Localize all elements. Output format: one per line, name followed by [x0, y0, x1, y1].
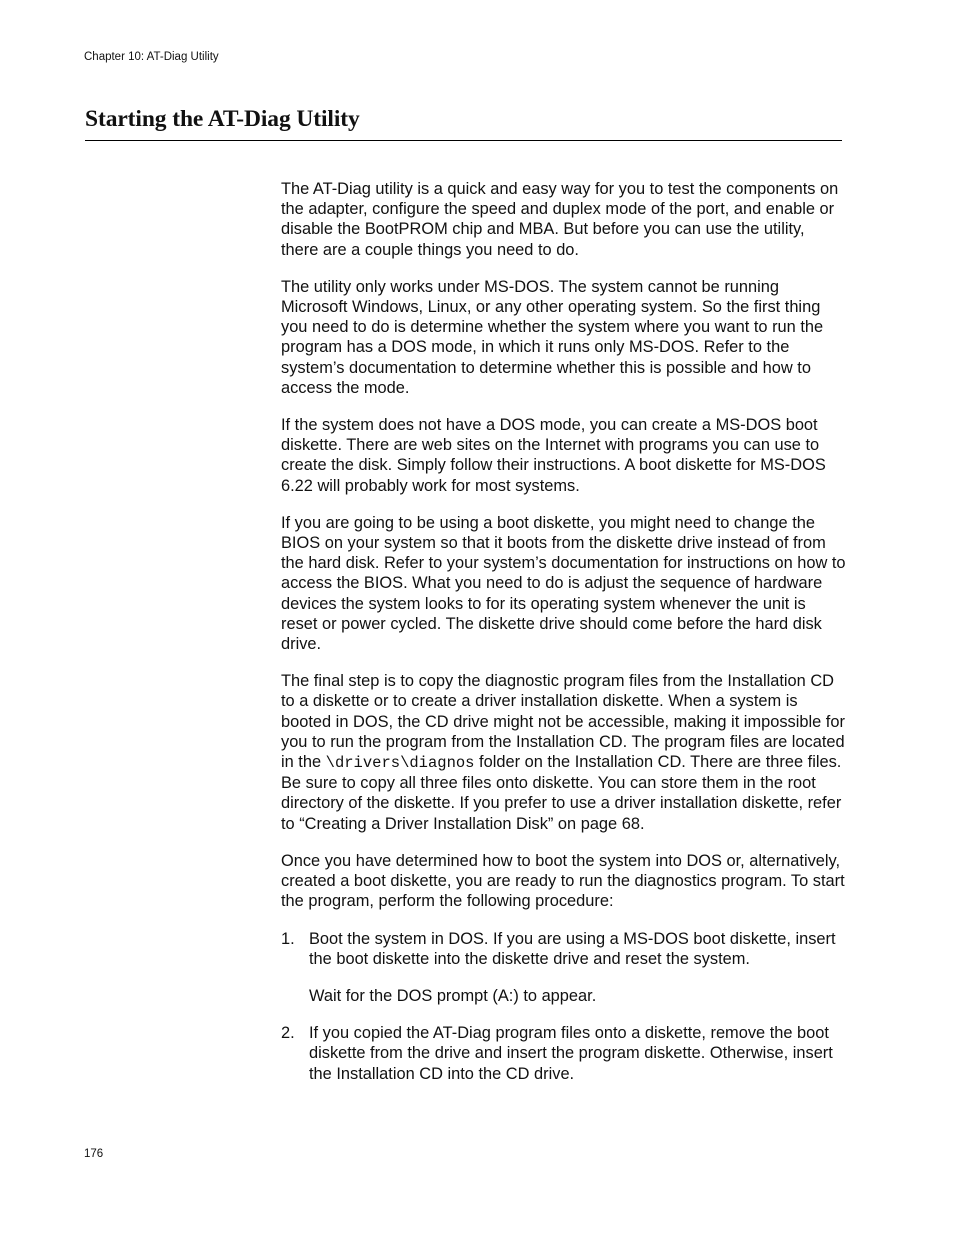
running-header: Chapter 10: AT-Diag Utility [84, 51, 219, 63]
step-note: Wait for the DOS prompt (A:) to appear. [309, 986, 597, 1005]
paragraph-ms-dos: The utility only works under MS-DOS. The system cannot be running Microsoft Windows, Linux, or any other operating system. So the first thing you need to do is determine whether the system where you want to run the program has a DOS mode, in which it runs only MS-DOS. Refer to the system’s documentation to determine whether this is possible and how to access the mode. [281, 277, 824, 397]
step-number: 2. [281, 1024, 295, 1043]
procedure-step [281, 929, 846, 969]
procedure-step [281, 1023, 846, 1084]
paragraph-bios: If you are going to be using a boot diskette, you might need to change the BIOS on your system so that it boots from the diskette drive instead of from the hard disk. Refer to your system’s documentation for instructions on how to access the BIOS. What you need to do is adjust the sequence of hardware devices the system looks to for its operating system whenever the unit is reset or power cycled. The diskette drive should come before the hard disk drive. [281, 513, 846, 654]
title-rule [85, 140, 842, 141]
paragraph-copy-files [281, 671, 846, 834]
section-title: Starting the AT-Diag Utility [85, 106, 360, 132]
paragraph-copy-files-part2: folder on the Installation CD. There are three files. Be sure to copy all three files onto diskette. You can store them in the root directory of the diskette. If you prefer to use a driver installation diskette, refer to “Creating a Driver Installation Disk” on page 68. [281, 753, 842, 833]
step-number: 1. [281, 929, 295, 948]
page-number: 176 [84, 1148, 104, 1160]
folder-path: \drivers\diagnos [325, 754, 475, 773]
paragraph-procedure-intro: Once you have determined how to boot the system into DOS or, alternatively, created a boot diskette, you are ready to run the diagnostics program. To start the program, perform the following procedure: [281, 851, 845, 911]
paragraph-copy-files-part1: The final step is to copy the diagnostic program files from the Installation CD to a diskette or to create a driver installation diskette. When a system is booted in DOS, the CD drive might not be accessible, making it impossible for you to run the program from the Installation CD. The program files are located in the [281, 672, 845, 772]
step-text: Boot the system in DOS. If you are using a MS-DOS boot diskette, insert the boot diskette into the diskette drive and reset the system. [309, 929, 836, 968]
body-text [281, 179, 846, 1101]
step-text: If you copied the AT-Diag program files onto a diskette, remove the boot diskette from the drive and insert the program diskette. Otherwise, insert the Installation CD into the CD drive. [309, 1024, 833, 1083]
paragraph-intro: The AT-Diag utility is a quick and easy way for you to test the components on the adapter, configure the speed and duplex mode of the port, and enable or disable the BootPROM chip and MBA. But before you can use the utility, there are a couple things you need to do. [281, 180, 839, 259]
paragraph-boot-diskette: If the system does not have a DOS mode, you can create a MS-DOS boot diskette. There are web sites on the Internet with programs you can use to create the disk. Simply follow their instructions. A boot diskette for MS-DOS 6.22 will probably work for most systems. [281, 416, 826, 495]
